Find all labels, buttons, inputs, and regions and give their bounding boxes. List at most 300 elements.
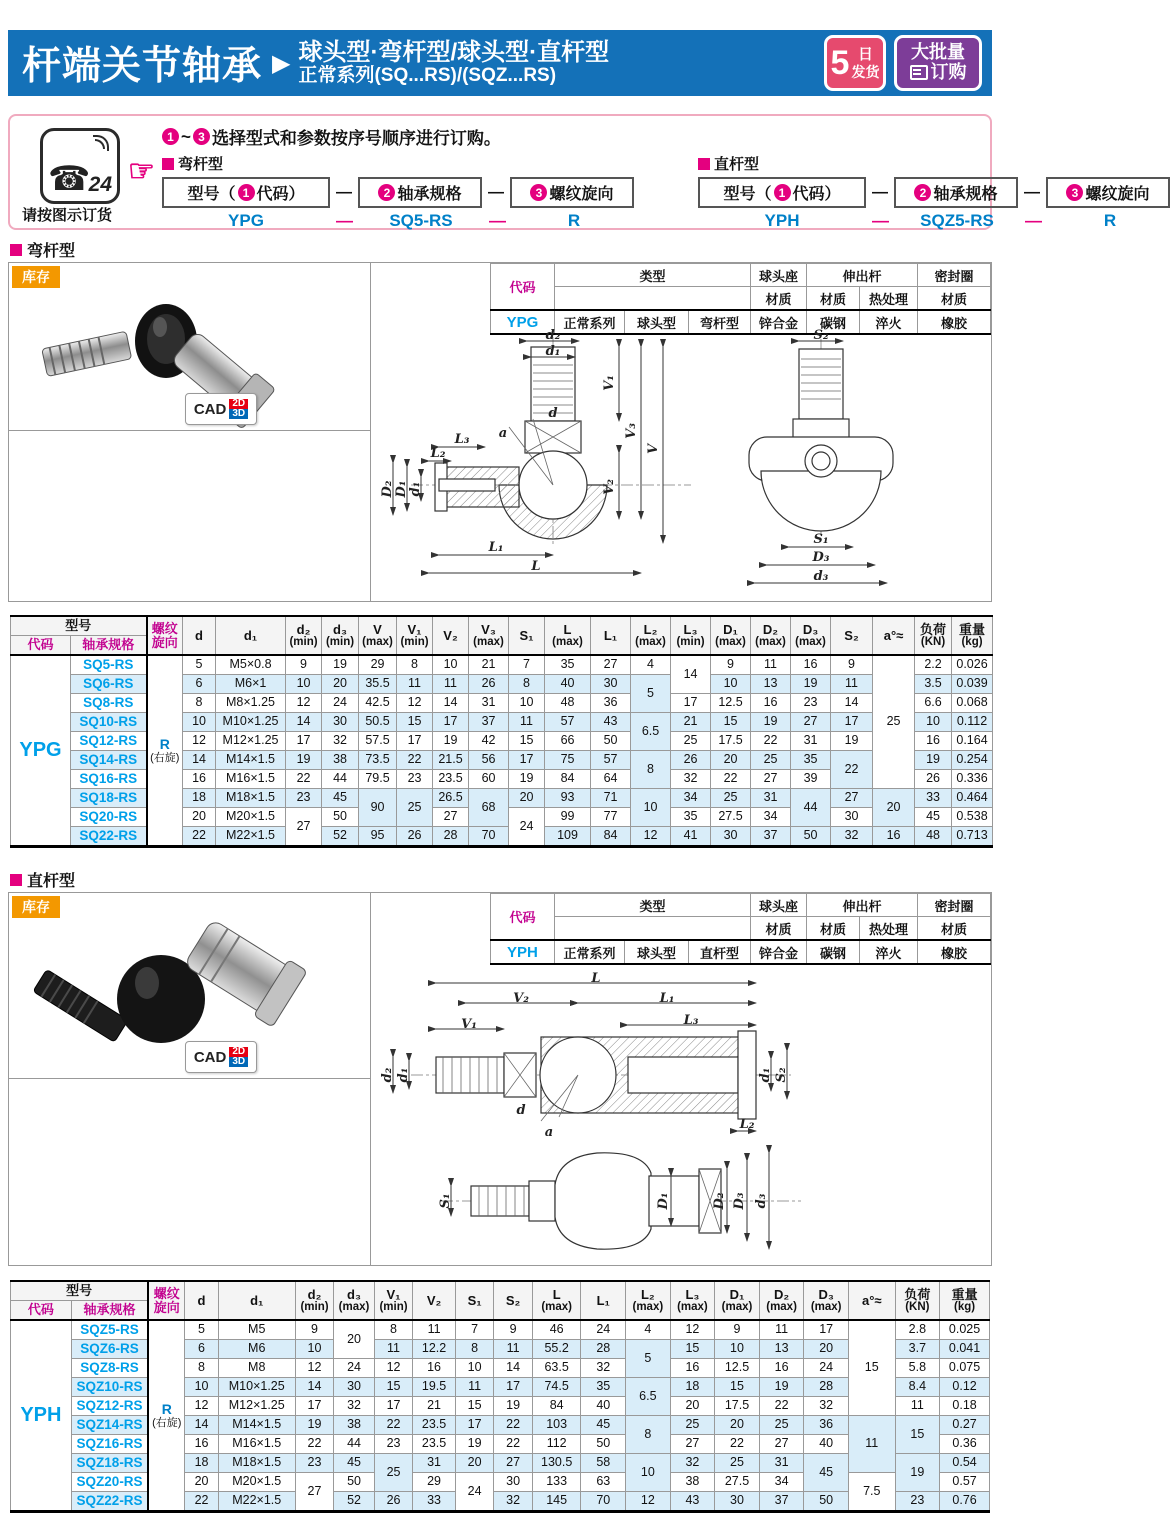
table-cell: 48: [915, 827, 952, 847]
table-cell: 20: [455, 1454, 494, 1473]
table-cell: 16: [915, 732, 952, 751]
dimension-label: V₂: [513, 991, 529, 1006]
header-qualifier: (max): [338, 1301, 370, 1314]
dash: —: [489, 211, 506, 230]
table-cell: 50: [322, 808, 359, 827]
table-cell: 36: [804, 1416, 849, 1435]
table-cell: 34: [751, 808, 791, 827]
header-line: L₃: [685, 1286, 700, 1302]
table-cell: 8: [626, 1416, 671, 1454]
table-cell: 32: [494, 1492, 533, 1512]
section-heading-bent: 弯杆型: [10, 238, 75, 261]
spec-cell: 橡胶: [918, 940, 991, 964]
table-cell: 12: [670, 1320, 715, 1340]
table-cell: 10: [183, 713, 216, 732]
table-cell: 130.5: [532, 1454, 581, 1473]
table-cell: 48: [545, 694, 591, 713]
header-line: 重量: [959, 621, 986, 637]
order-group-bent: [162, 153, 636, 231]
table-cell: 25: [374, 1454, 413, 1492]
header-qualifier: (max): [541, 1301, 572, 1314]
table-cell: 11: [374, 1340, 413, 1359]
table-cell: 50: [581, 1435, 626, 1454]
table-cell: 23.5: [413, 1435, 456, 1454]
table-cell: 5.8: [895, 1359, 940, 1378]
column-header: [591, 616, 631, 655]
spec-header-material: 材质: [750, 287, 806, 311]
table-cell: 52: [322, 827, 359, 847]
table-cell: 20: [670, 1397, 715, 1416]
table-cell: 28: [433, 827, 469, 847]
table-cell: 22: [759, 1397, 804, 1416]
table-cell: 11: [759, 1320, 804, 1340]
dimension-label: S₁: [438, 1193, 453, 1209]
table-cell: 11: [831, 675, 873, 694]
table-cell: 103: [532, 1416, 581, 1435]
step-circle-3: 3: [193, 128, 210, 145]
table-cell: 18: [183, 789, 216, 808]
dimension-label: D₃: [732, 1192, 747, 1210]
cad-download-badge[interactable]: [185, 1041, 257, 1073]
table-cell: 17.5: [711, 732, 751, 751]
column-header: [804, 1281, 849, 1320]
spec-cell: 正常系列: [554, 310, 624, 334]
table-row: [11, 1320, 990, 1340]
table-cell: 14: [671, 655, 711, 694]
table-cell: 26: [915, 770, 952, 789]
table-cell: 16: [873, 827, 915, 847]
dimension-label: d₂: [545, 328, 561, 343]
header-line: d₃: [347, 1286, 361, 1302]
header-line: 旋向: [151, 634, 178, 650]
table-cell: 22: [494, 1435, 533, 1454]
table-cell: 30: [494, 1473, 533, 1492]
section-bullet-icon: [10, 244, 22, 256]
dimension-label: V₂: [602, 479, 617, 495]
table-cell: 20: [804, 1340, 849, 1359]
table-cell: 16: [185, 1435, 218, 1454]
table-cell: 11: [751, 655, 791, 675]
table-cell: 35: [791, 751, 831, 770]
step-circle: 3: [1066, 184, 1083, 201]
table-cell: 58: [581, 1454, 626, 1473]
table-cell: 6: [183, 675, 216, 694]
table-cell: 36: [591, 694, 631, 713]
table-cell: 23: [791, 694, 831, 713]
table-cell: 30: [715, 1492, 760, 1512]
table-cell: 27: [295, 1473, 334, 1512]
table-cell: 27: [286, 808, 322, 847]
table-cell: 24: [804, 1359, 849, 1378]
table-cell: 22: [751, 732, 791, 751]
thread-dir-header: [148, 1281, 184, 1320]
header-qualifier: (KN): [920, 636, 946, 649]
header-line: D₂: [762, 621, 779, 637]
dimension-label: V₃: [624, 423, 639, 439]
table-cell: 77: [591, 808, 631, 827]
header-line: L: [552, 1286, 561, 1302]
thread-dir-note: (右旋): [150, 752, 180, 765]
table-cell: 43: [591, 713, 631, 732]
table-cell: 31: [759, 1454, 804, 1473]
stock-badge: 库存: [12, 896, 60, 918]
table-cell: 11: [455, 1378, 494, 1397]
table-cell: 10: [433, 655, 469, 675]
spec-cell: 直杆型: [688, 940, 750, 964]
product-photo-cell: [9, 263, 371, 601]
table-cell: 84: [591, 827, 631, 847]
header-line: V₁: [386, 1286, 401, 1302]
bulk-line2: 订购: [930, 62, 967, 82]
column-header: [532, 1281, 581, 1320]
dimension-label: d₁: [758, 1067, 773, 1083]
order-group-straight: [698, 153, 1172, 231]
table-cell: 41: [671, 827, 711, 847]
column-header: [915, 616, 952, 655]
table-cell: 19: [831, 732, 873, 751]
spec-cell: 球头型: [624, 310, 688, 334]
column-header: [671, 616, 711, 655]
table-cell: M12×1.25: [218, 1397, 295, 1416]
table-cell: 25: [751, 751, 791, 770]
header-qualifier: (max): [473, 636, 504, 649]
header-qualifier: (max): [766, 1301, 797, 1314]
table-cell: 14: [183, 751, 216, 770]
table-cell: 6: [185, 1340, 218, 1359]
table-cell: 22: [295, 1435, 334, 1454]
spec-header-type: 类型: [554, 894, 750, 917]
header-qualifier: (max): [677, 1301, 708, 1314]
header-line: D₁: [723, 621, 738, 637]
model-code-cell: SQ5-RS: [71, 655, 147, 675]
dimension-label: a: [498, 426, 508, 441]
order-field-model: 型号（ 1 代码）: [162, 177, 330, 208]
header-line: d₂: [307, 1286, 322, 1302]
header-line: 重量: [951, 1286, 978, 1302]
table-cell: 31: [413, 1454, 456, 1473]
table-cell: 15: [848, 1320, 895, 1416]
thread-dir-value: R: [161, 1400, 172, 1417]
header-qualifier: (min): [400, 636, 429, 649]
yph-dimension-table: [10, 1280, 990, 1513]
table-cell: 28: [804, 1378, 849, 1397]
header-qualifier: (max): [810, 1301, 842, 1314]
table-cell: 0.336: [952, 770, 993, 789]
table-cell: 8.4: [895, 1378, 940, 1397]
table-cell: 20: [873, 789, 915, 827]
ship-label: 发货: [851, 64, 880, 80]
column-header: [715, 1281, 760, 1320]
column-header: [295, 1281, 334, 1320]
table-cell: 0.164: [952, 732, 993, 751]
table-cell: 2.2: [915, 655, 952, 675]
table-cell: 10: [185, 1378, 218, 1397]
table-cell: 8: [509, 675, 545, 694]
table-cell: 26: [374, 1492, 413, 1512]
model-code-cell: SQ6-RS: [71, 675, 147, 694]
dimension-data-table: [10, 615, 993, 848]
table-cell: 0.039: [952, 675, 993, 694]
phone-24-text: 24: [88, 173, 112, 196]
table-cell: 30: [831, 808, 873, 827]
table-cell: 17: [433, 713, 469, 732]
header-line: 旋向: [153, 1299, 180, 1315]
table-cell: M14×1.5: [218, 1416, 295, 1435]
table-cell: 25: [397, 789, 433, 827]
order-group-title: 弯杆型: [178, 156, 224, 173]
spec-header: 轴承规格: [71, 1301, 148, 1321]
header-line: L₃: [683, 621, 698, 637]
header-qualifier: (KN): [905, 1301, 930, 1314]
table-cell: M18×1.5: [218, 1454, 295, 1473]
step-circle: 1: [774, 184, 791, 201]
table-cell: 11: [509, 713, 545, 732]
table-cell: 17: [286, 732, 322, 751]
table-cell: 38: [322, 751, 359, 770]
column-header: [286, 616, 322, 655]
model-code-cell: SQZ22-RS: [71, 1492, 148, 1512]
column-header: [545, 616, 591, 655]
spec-header-code: 代码: [490, 894, 554, 941]
header-line: d₁: [243, 627, 258, 643]
table-cell: 3.7: [895, 1340, 940, 1359]
table-cell: 20: [185, 1473, 218, 1492]
table-cell: 12: [374, 1359, 413, 1378]
spec-header-rod: 伸出杆: [806, 894, 917, 917]
table-cell: 19: [286, 751, 322, 770]
header-line: 螺纹: [151, 620, 178, 636]
column-header: [455, 1281, 494, 1320]
spec-cell: 碳钢: [806, 310, 859, 334]
header-qualifier: (max): [552, 636, 583, 649]
dash: —: [872, 183, 888, 201]
spec-header-material: 材质: [806, 287, 859, 311]
table-cell: 46: [532, 1320, 581, 1340]
table-cell: 3.5: [915, 675, 952, 694]
table-cell: 29: [359, 655, 397, 675]
table-cell: M5×0.8: [216, 655, 286, 675]
table-cell: 27.5: [711, 808, 751, 827]
page-subtitle: [298, 40, 609, 85]
header-line: a°≈: [883, 627, 904, 643]
cad-download-badge[interactable]: [185, 393, 257, 425]
signal-arc-icon: [93, 135, 109, 151]
table-cell: 50: [791, 827, 831, 847]
header-qualifier: (min): [325, 636, 355, 649]
table-cell: 24: [334, 1359, 375, 1378]
table-cell: 34: [671, 789, 711, 808]
header-line: D₂: [774, 1286, 790, 1302]
table-cell: 8: [183, 694, 216, 713]
table-cell: 15: [715, 1378, 760, 1397]
code-header: 代码: [11, 636, 71, 656]
model-code-cell: SQ8-RS: [71, 694, 147, 713]
table-cell: 14: [831, 694, 873, 713]
table-cell: 133: [532, 1473, 581, 1492]
dimension-label: L₃: [454, 432, 470, 447]
header-line: d: [195, 627, 203, 643]
table-cell: 0.068: [952, 694, 993, 713]
header-line: V₂: [426, 1292, 442, 1308]
table-cell: 12.5: [711, 694, 751, 713]
thread-dir-cell: [148, 1320, 184, 1512]
section-heading-straight: 直杆型: [10, 868, 75, 891]
table-cell: M6×1: [216, 675, 286, 694]
ypg-dimension-table: [10, 615, 990, 848]
table-cell: 9: [295, 1320, 334, 1340]
table-cell: 145: [532, 1492, 581, 1512]
table-cell: 10: [631, 789, 671, 827]
dimension-label: d₁: [545, 344, 561, 359]
header-qualifier: (max): [362, 636, 393, 649]
order-field-model: 型号（ 1 代码）: [698, 177, 866, 208]
cad-2d-icon: 2D: [229, 399, 248, 409]
header-line: 螺纹: [153, 1285, 180, 1301]
ship-day-number: 5: [830, 44, 850, 82]
dash: —: [1025, 211, 1042, 230]
table-cell: 19: [494, 1397, 533, 1416]
spec-header-material: 材质: [750, 917, 806, 941]
table-cell: 12: [295, 1359, 334, 1378]
column-header: [183, 616, 216, 655]
table-cell: 15: [509, 732, 545, 751]
table-cell: 23: [397, 770, 433, 789]
table-cell: 10: [915, 713, 952, 732]
example-spec: SQ5-RS: [389, 211, 453, 230]
table-cell: 20: [183, 808, 216, 827]
bent-type-box: [8, 262, 992, 602]
table-cell: 9: [831, 655, 873, 675]
table-cell: 70: [581, 1492, 626, 1512]
dimension-label: d: [516, 1103, 526, 1118]
table-cell: 14: [286, 713, 322, 732]
spec-header-material: 材质: [806, 917, 859, 941]
thread-dir-cell: [147, 655, 183, 847]
table-cell: 11: [413, 1320, 456, 1340]
table-cell: 14: [185, 1416, 218, 1435]
header-qualifier: (min): [676, 636, 705, 649]
model-code-cell: SQZ5-RS: [71, 1320, 148, 1340]
table-cell: 27: [591, 655, 631, 675]
dimension-label: D₂: [712, 1192, 727, 1210]
header-line: d₃: [333, 621, 347, 637]
table-cell: 13: [751, 675, 791, 694]
table-cell: 11: [397, 675, 433, 694]
column-header: [581, 1281, 626, 1320]
model-code-cell: SQZ6-RS: [71, 1340, 148, 1359]
model-code-cell: SQZ14-RS: [71, 1416, 148, 1435]
bent-technical-drawing: [380, 328, 991, 597]
table-cell: 5: [626, 1340, 671, 1378]
column-header: [631, 616, 671, 655]
table-cell: 2.8: [895, 1320, 940, 1340]
table-cell: 25: [711, 789, 751, 808]
table-cell: 63.5: [532, 1359, 581, 1378]
table-cell: 20: [711, 751, 751, 770]
dimension-label: D₁: [656, 1192, 671, 1210]
table-cell: 56: [469, 751, 509, 770]
column-header: [940, 1281, 990, 1320]
table-cell: 7.5: [848, 1473, 895, 1512]
column-header: [626, 1281, 671, 1320]
dash: —: [488, 183, 504, 201]
dimension-label: L₂: [739, 1117, 755, 1132]
table-cell: 23: [895, 1492, 940, 1512]
table-cell: 7: [509, 655, 545, 675]
header-qualifier: (max): [635, 636, 666, 649]
table-cell: M20×1.5: [216, 808, 286, 827]
table-cell: 8: [374, 1320, 413, 1340]
header-line: V₂: [443, 627, 458, 643]
table-cell: 50: [804, 1492, 849, 1512]
table-cell: 21.5: [433, 751, 469, 770]
table-cell: 32: [581, 1359, 626, 1378]
order-field-bearing-spec: 2 轴承规格: [358, 177, 482, 208]
spec-cell: 淬火: [859, 310, 917, 334]
table-cell: 25: [873, 655, 915, 789]
column-header: [831, 616, 873, 655]
phone-caption: 请按图示订货: [22, 207, 113, 224]
table-cell: 37: [469, 713, 509, 732]
table-cell: 26: [397, 827, 433, 847]
table-cell: 39: [791, 770, 831, 789]
column-header: [216, 616, 286, 655]
header-line: L: [563, 621, 572, 637]
table-cell: 84: [532, 1397, 581, 1416]
dimension-label: d: [548, 406, 558, 421]
table-cell: 17: [397, 732, 433, 751]
step-circle-1: 1: [162, 128, 179, 145]
table-cell: 12: [185, 1397, 218, 1416]
bulk-line1: 大批量: [911, 42, 965, 63]
table-cell: 20: [334, 1320, 375, 1359]
table-cell: 23: [374, 1435, 413, 1454]
table-cell: 93: [545, 789, 591, 808]
table-cell: 8: [185, 1359, 218, 1378]
model-code-cell: SQZ20-RS: [71, 1473, 148, 1492]
spec-cell: 橡胶: [918, 310, 991, 334]
table-cell: 22: [374, 1416, 413, 1435]
thread-dir-value: R: [159, 735, 170, 752]
stock-badge: 库存: [12, 266, 60, 288]
table-cell: 112: [532, 1435, 581, 1454]
table-cell: 42: [469, 732, 509, 751]
table-cell: 0.54: [940, 1454, 990, 1473]
header-line: S₁: [519, 627, 534, 643]
section-bullet-icon: [10, 874, 22, 886]
table-cell: 25: [671, 732, 711, 751]
table-cell: M16×1.5: [216, 770, 286, 789]
spec-cell: 弯杆型: [688, 310, 750, 334]
step-circle: 2: [378, 184, 395, 201]
table-cell: M22×1.5: [216, 827, 286, 847]
column-header: [359, 616, 397, 655]
table-cell: 0.538: [952, 808, 993, 827]
table-cell: 43: [670, 1492, 715, 1512]
table-cell: 57.5: [359, 732, 397, 751]
table-cell: 16: [413, 1359, 456, 1378]
table-cell: M12×1.25: [216, 732, 286, 751]
table-cell: 11: [494, 1340, 533, 1359]
table-cell: 34: [759, 1473, 804, 1492]
table-cell: 79.5: [359, 770, 397, 789]
table-cell: 45: [804, 1454, 849, 1492]
table-cell: 27: [670, 1435, 715, 1454]
table-cell: 26: [671, 751, 711, 770]
table-cell: 0.27: [940, 1416, 990, 1435]
header-line: a°≈: [861, 1292, 882, 1308]
table-cell: 14: [433, 694, 469, 713]
